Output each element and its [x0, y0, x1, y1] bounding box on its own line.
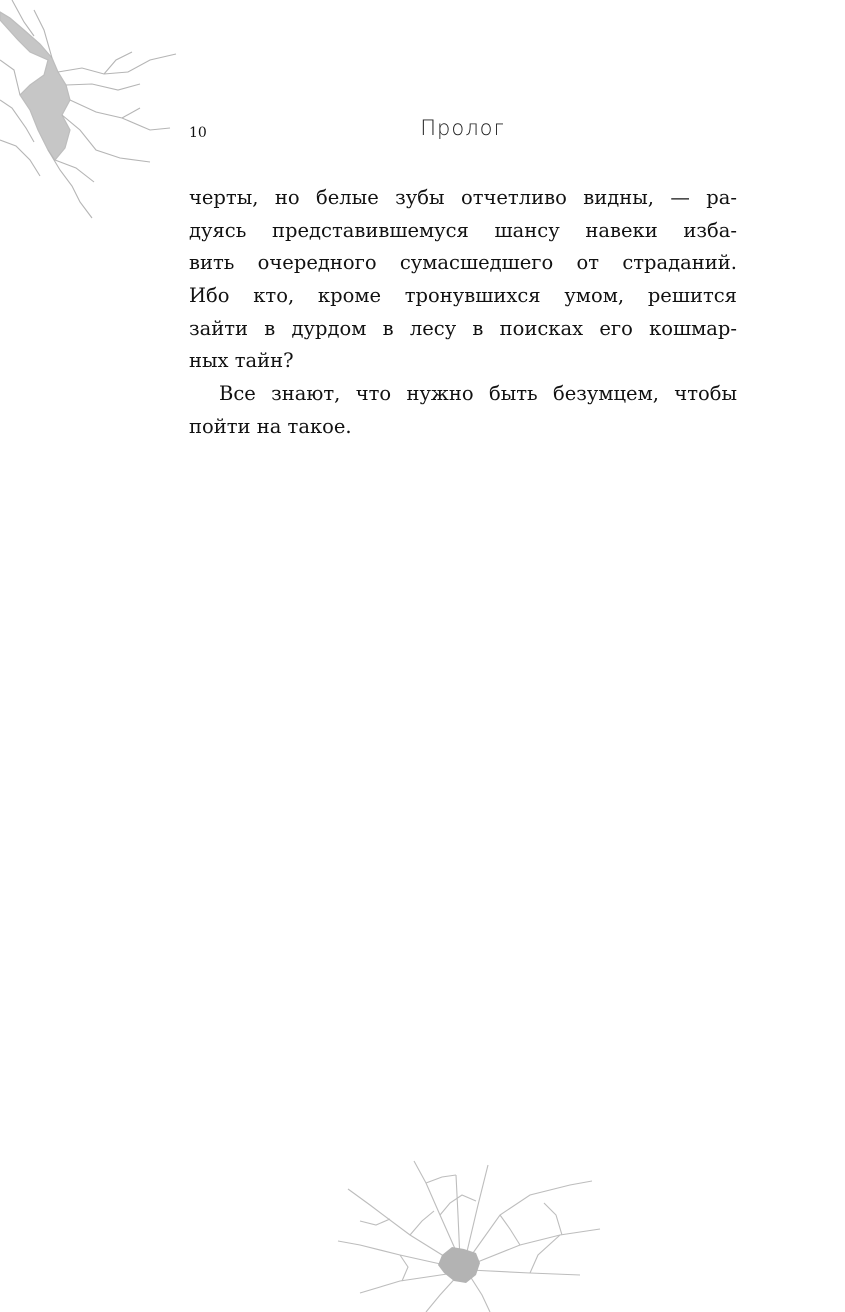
- crack-corner-icon: [0, 0, 200, 230]
- text-line: зайти в дурдом в лесу в поисках его кошмар-: [189, 316, 737, 340]
- text-line: вить очередного сумасшедшего от страданий.: [189, 251, 737, 275]
- text-line: ных тайн?: [189, 349, 294, 373]
- text-line: дуясь представившемуся шансу навеки изба-: [189, 218, 737, 242]
- text-line: черты, но белые зубы отчетливо видны, — ра-: [189, 186, 737, 209]
- text-line: Ибо кто, кроме тронувшихся умом, решится: [189, 284, 737, 308]
- body-text: [189, 182, 737, 444]
- page-number: 10: [189, 125, 207, 141]
- shattered-glass-icon: [330, 1155, 610, 1312]
- text-line: пойти на такое.: [189, 414, 352, 438]
- running-title: Пролог: [420, 116, 505, 140]
- text-line: Все знают, что нужно быть безумцем, чтобы: [219, 382, 737, 406]
